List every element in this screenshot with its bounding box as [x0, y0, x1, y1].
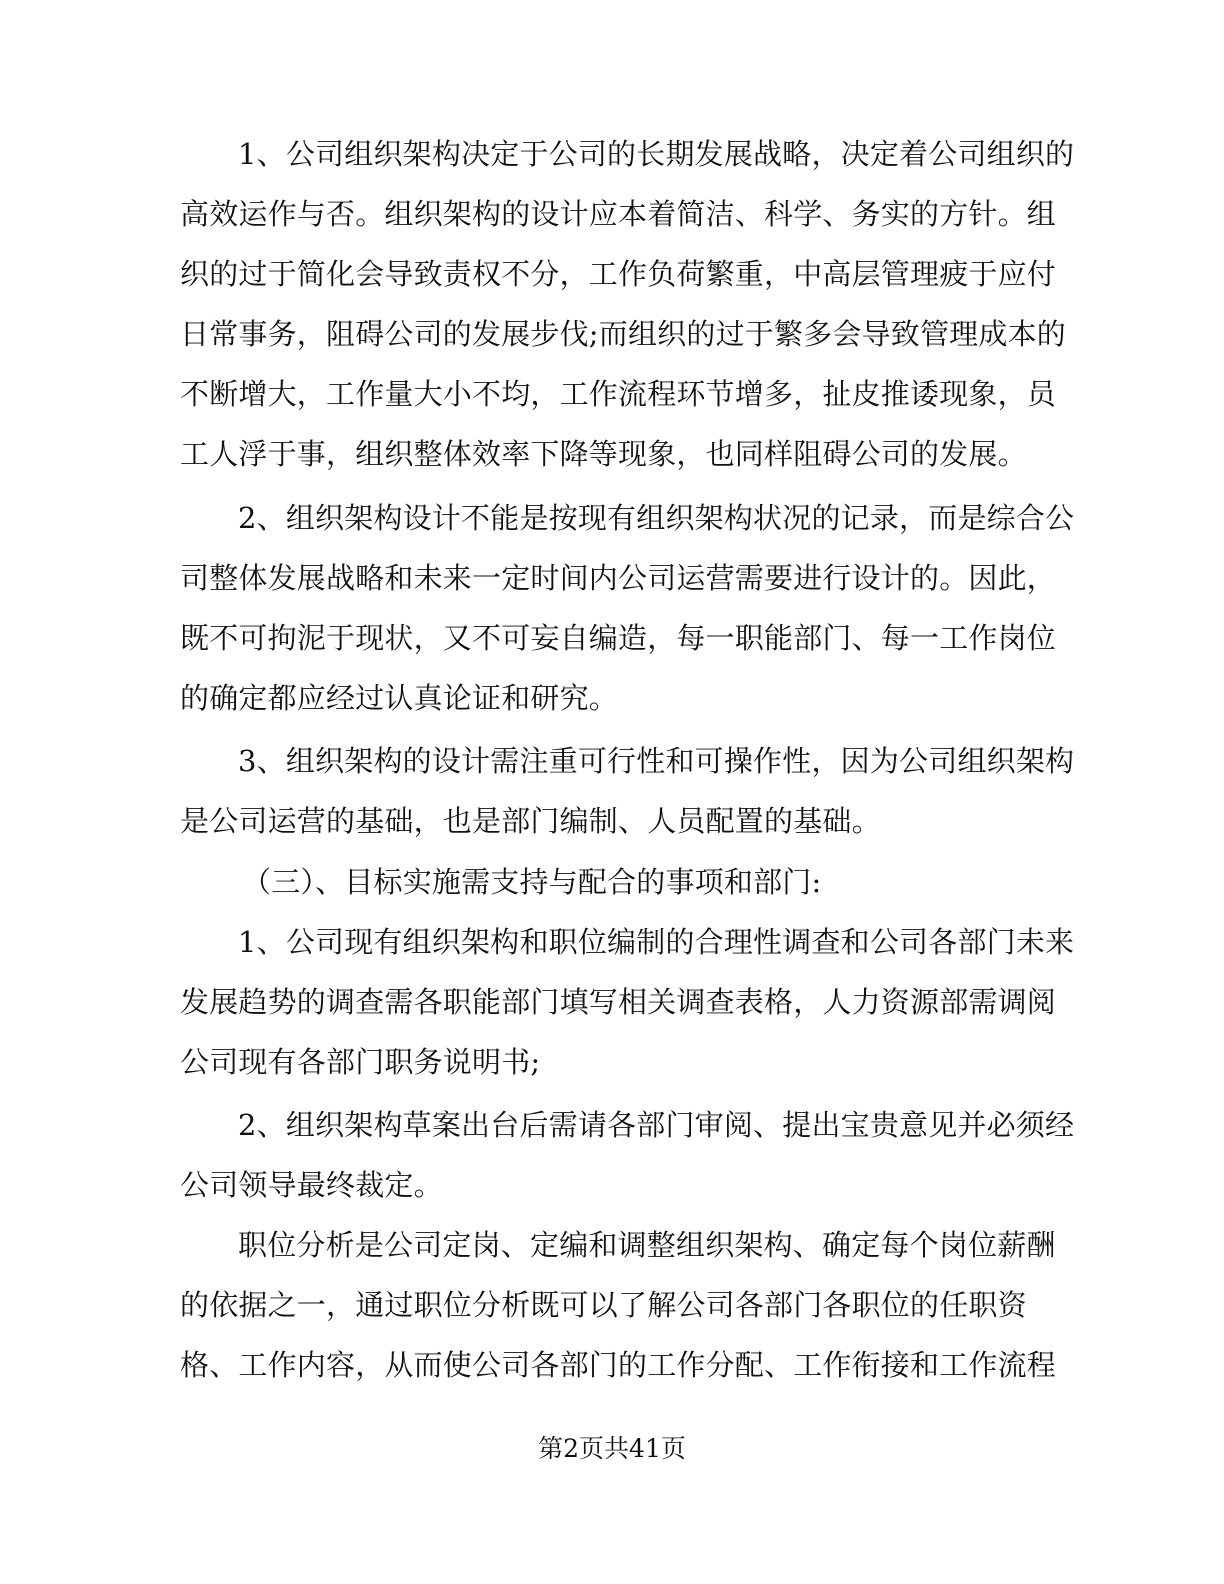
paragraph-1-line-5: 不断增大，工作量大小不均，工作流程环节增多，扯皮推诿现象，员 — [180, 377, 1057, 411]
page-number-footer: 第2页共41页 — [538, 1434, 686, 1463]
paragraph-2-line-3: 既不可拘泥于现状，又不可妄自编造，每一职能部门、每一工作岗位 — [180, 621, 1057, 655]
paragraph-4-line-2: 发展趋势的调查需各职能部门填写相关调查表格，人力资源部需调阅 — [180, 985, 1057, 1019]
paragraph-6-line-2: 的依据之一，通过职位分析既可以了解公司各部门各职位的任职资 — [180, 1288, 1027, 1322]
paragraph-2-line-2: 司整体发展战略和未来一定时间内公司运营需要进行设计的。因此， — [180, 561, 1057, 595]
paragraph-5-line-1: 2、组织架构草案出台后需请各部门审阅、提出宝贵意见并必须经 — [238, 1108, 1075, 1142]
paragraph-1-line-4: 日常事务，阻碍公司的发展步伐;而组织的过于繁多会导致管理成本的 — [180, 317, 1066, 351]
paragraph-1-line-1: 1、公司组织架构决定于公司的长期发展战略，决定着公司组织的 — [238, 137, 1075, 171]
paragraph-4-line-1: 1、公司现有组织架构和职位编制的合理性调查和公司各部门未来 — [238, 925, 1075, 959]
paragraph-1-line-3: 织的过于简化会导致责权不分，工作负荷繁重，中高层管理疲于应付 — [180, 257, 1057, 291]
paragraph-1-line-2: 高效运作与否。组织架构的设计应本着简洁、科学、务实的方针。组 — [180, 197, 1057, 231]
section-heading: （三）、目标实施需支持与配合的事项和部门: — [242, 865, 822, 899]
paragraph-2-line-4: 的确定都应经过认真论证和研究。 — [180, 681, 619, 715]
paragraph-5-line-2: 公司领导最终裁定。 — [180, 1168, 443, 1202]
paragraph-6-line-1: 职位分析是公司定岗、定编和调整组织架构、确定每个岗位薪酬 — [238, 1228, 1056, 1262]
paragraph-6-line-3: 格、工作内容，从而使公司各部门的工作分配、工作衔接和工作流程 — [180, 1348, 1057, 1382]
paragraph-1-line-6: 工人浮于事，组织整体效率下降等现象，也同样阻碍公司的发展。 — [180, 437, 1027, 471]
paragraph-2-line-1: 2、组织架构设计不能是按现有组织架构状况的记录，而是综合公 — [238, 501, 1075, 535]
paragraph-3-line-1: 3、组织架构的设计需注重可行性和可操作性，因为公司组织架构 — [238, 744, 1075, 778]
paragraph-3-line-2: 是公司运营的基础，也是部门编制、人员配置的基础。 — [180, 804, 881, 838]
paragraph-4-line-3: 公司现有各部门职务说明书; — [180, 1045, 541, 1079]
